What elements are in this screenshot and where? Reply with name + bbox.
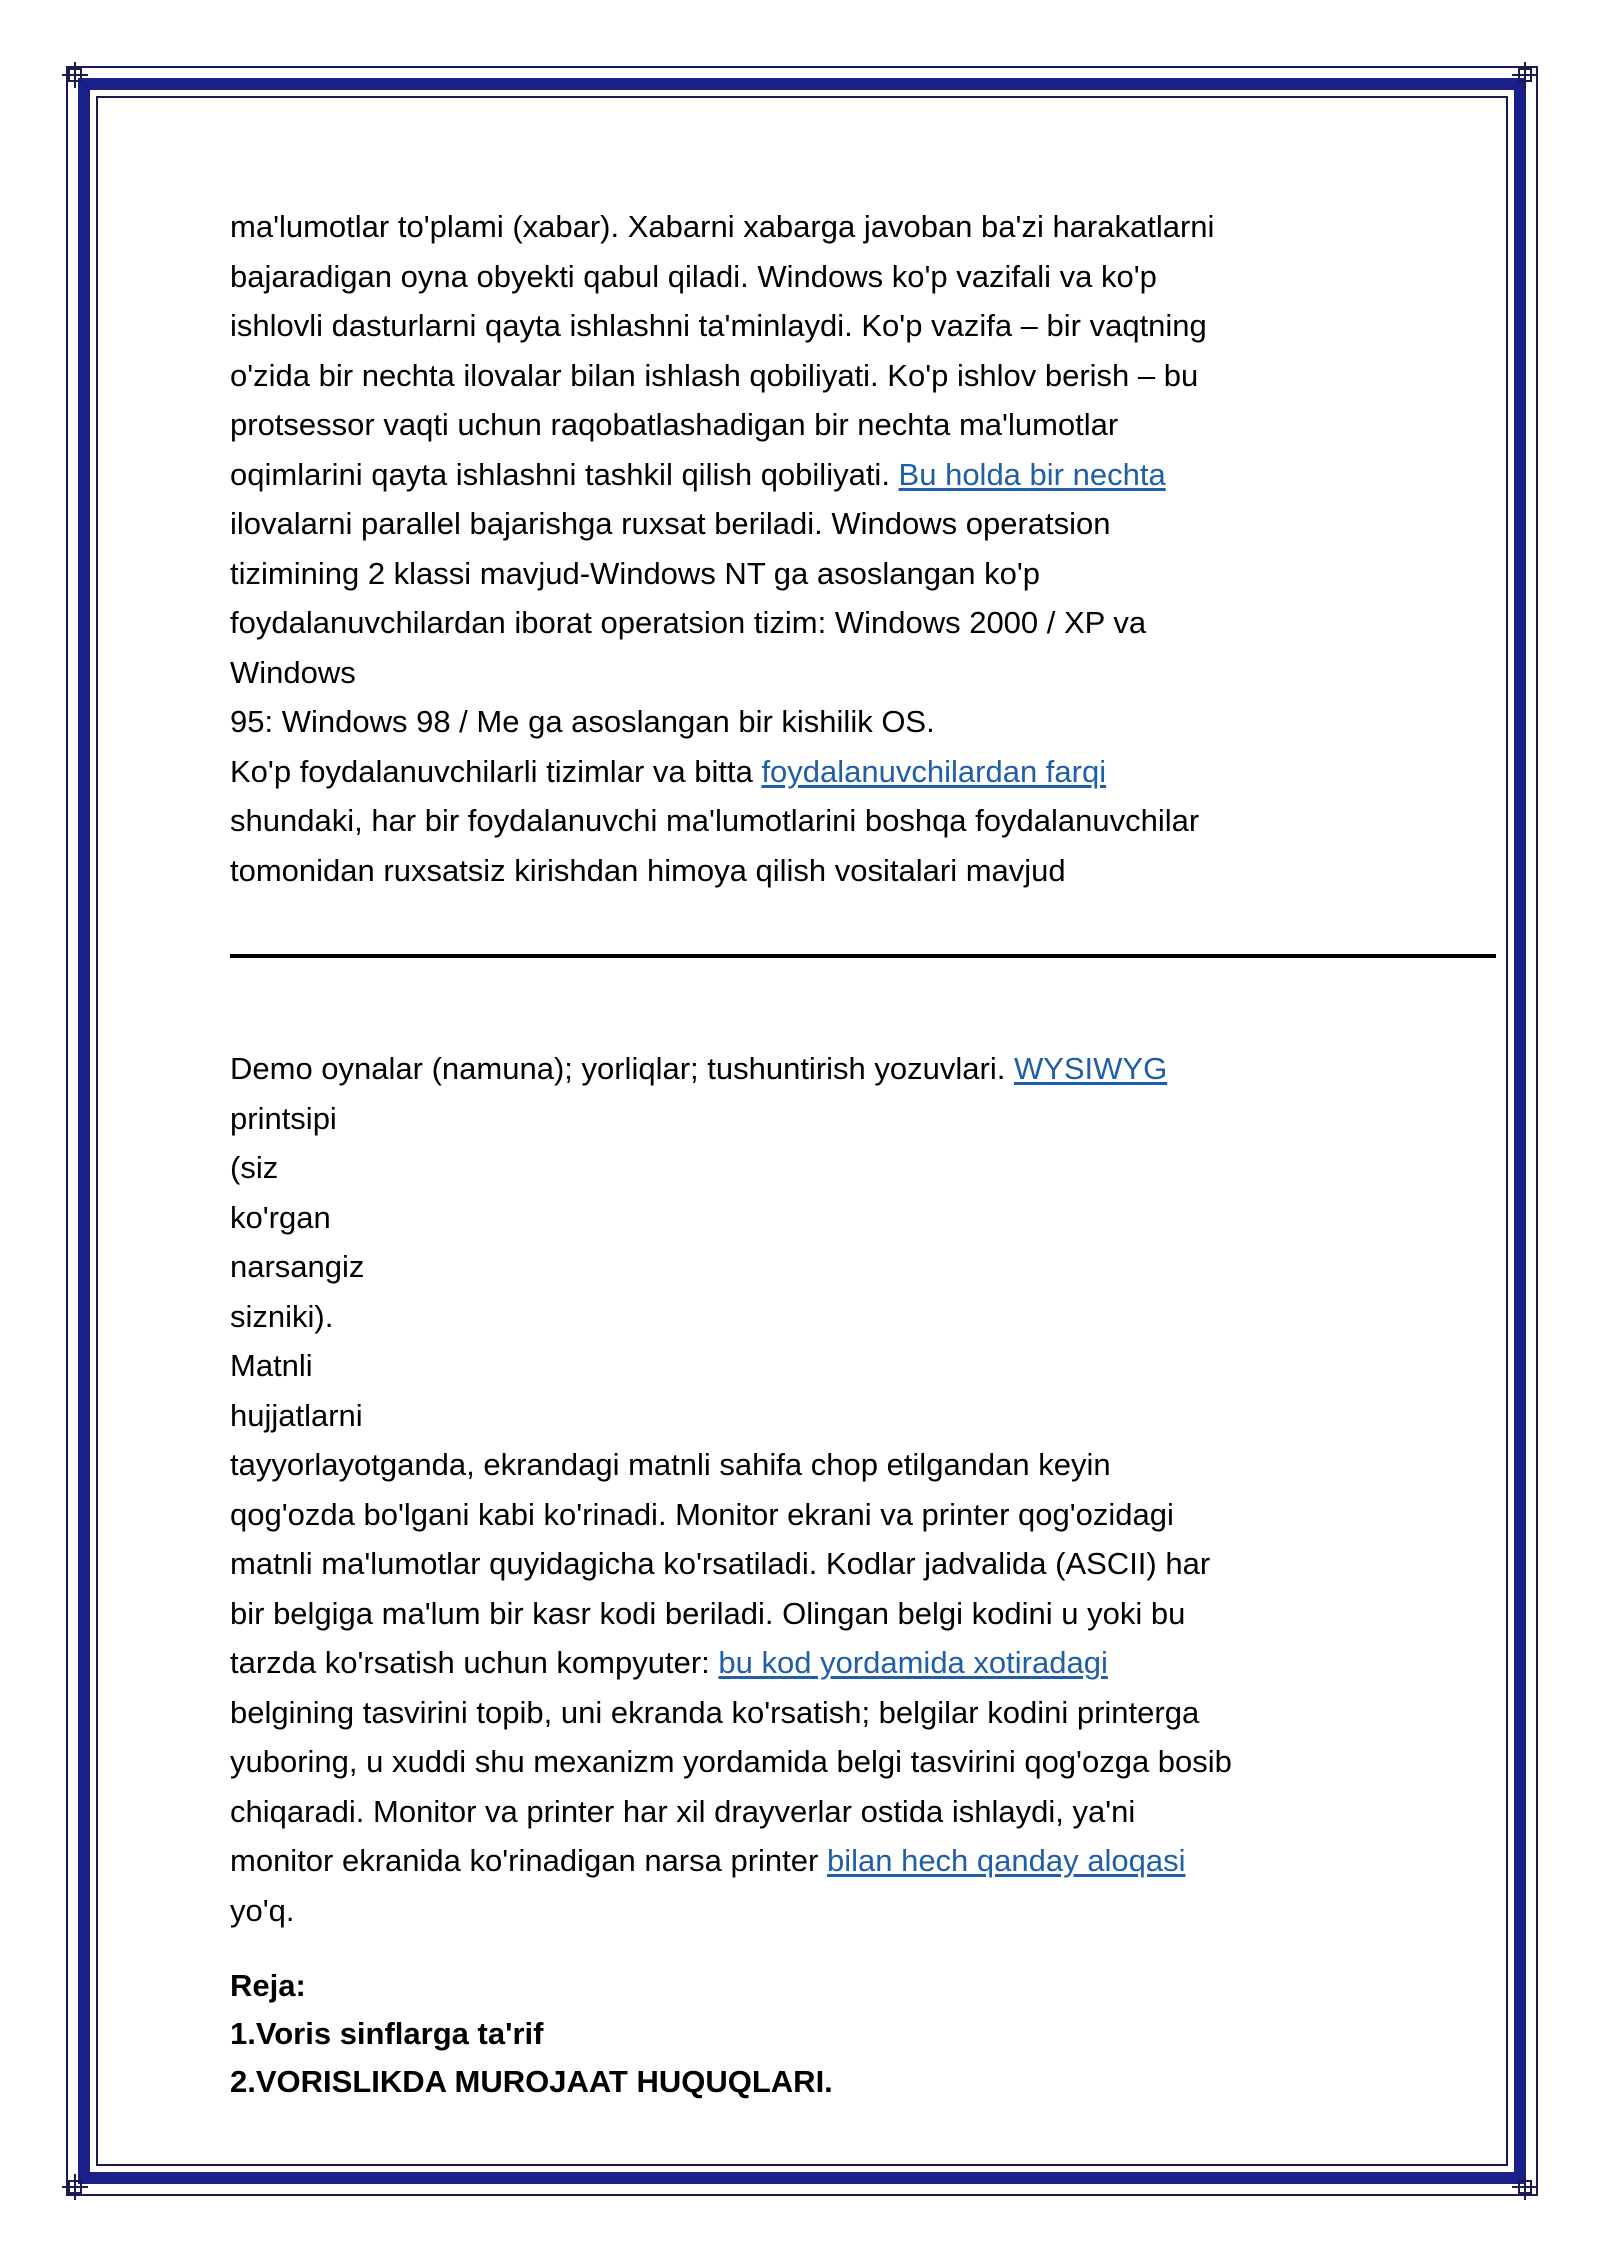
- text-segment: tarzda ko'rsatish uchun kompyuter:: [230, 1645, 719, 1680]
- text-segment: monitor ekranida ko'rinadigan narsa printer: [230, 1843, 827, 1878]
- link-bu-holda[interactable]: Bu holda bir nechta: [898, 456, 1166, 492]
- text-segment: Demo oynalar (namuna); yorliqlar; tushuntirish yozuvlari.: [230, 1051, 1014, 1086]
- text-line: o'zida bir nechta ilovalar bilan ishlash qobiliyati. Ko'p ishlov berish – bu: [230, 357, 1199, 393]
- text-line: tomonidan ruxsatsiz kirishdan himoya qilish vositalari mavjud: [230, 852, 1066, 888]
- text-line: Windows: [230, 654, 356, 690]
- corner-ornament-icon: [1512, 2174, 1538, 2200]
- text-line: printsipi: [230, 1100, 337, 1136]
- text-line: protsessor vaqti uchun raqobatlashadigan bir nechta ma'lumotlar: [230, 407, 1119, 442]
- link-foydalanuvchilardan-farqi[interactable]: foydalanuvchilardan farqi: [761, 753, 1107, 789]
- corner-ornament-icon: [62, 62, 88, 88]
- text-line: Matnli: [230, 1348, 313, 1383]
- text-line: sizniki).: [230, 1298, 334, 1334]
- text-line: tayyorlayotganda, ekrandagi matnli sahifa chop etilgandan keyin: [230, 1447, 1111, 1482]
- plan-item: 2.VORISLIKDA MUROJAAT HUQUQLARI.: [230, 2064, 833, 2099]
- text-line: qog'ozda bo'lgani kabi ko'rinadi. Monitor ekrani va printer qog'ozidagi: [230, 1496, 1174, 1532]
- text-line: yuboring, u xuddi shu mexanizm yordamida belgi tasvirini qog'ozga bosib: [230, 1744, 1232, 1779]
- text-line: chiqaradi. Monitor va printer har xil drayverlar ostida ishlaydi, ya'ni: [230, 1793, 1136, 1829]
- section-2-paragraph: [230, 1044, 1490, 1935]
- text-line: narsangiz: [230, 1249, 365, 1284]
- text-line: bir belgiga ma'lum bir kasr kodi beriladi. Olingan belgi kodini u yoki bu: [230, 1595, 1186, 1631]
- text-line: shundaki, har bir foydalanuvchi ma'lumotlarini boshqa foydalanuvchilar: [230, 803, 1200, 838]
- text-line: belgining tasvirini topib, uni ekranda ko'rsatish; belgilar kodini printerga: [230, 1694, 1200, 1730]
- text-line: [230, 1638, 1490, 1688]
- text-line: ishlovli dasturlarni qayta ishlashni ta'minlaydi. Ko'p vazifa – bir vaqtning: [230, 308, 1207, 343]
- text-line: [230, 1836, 1490, 1886]
- corner-ornament-icon: [1512, 62, 1538, 88]
- text-line: ko'rgan: [230, 1199, 331, 1235]
- text-line: [230, 747, 1430, 797]
- text-line: tizimining 2 klassi mavjud-Windows NT ga asoslangan ko'p: [230, 555, 1040, 591]
- text-line: foydalanuvchilardan iborat operatsion tizim: Windows 2000 / XP va: [230, 605, 1147, 640]
- text-segment: Ko'p foydalanuvchilarli tizimlar va bitta: [230, 753, 762, 789]
- text-line: [230, 450, 1430, 500]
- text-line: bajaradigan oyna obyekti qabul qiladi. Windows ko'p vazifali va ko'p: [230, 258, 1157, 294]
- text-line: ma'lumotlar to'plami (xabar). Xabarni xabarga javoban ba'zi harakatlarni: [230, 209, 1215, 244]
- plan-title: Reja:: [230, 1968, 306, 2003]
- text-line: yo'q.: [230, 1892, 295, 1928]
- text-line: [230, 1044, 1490, 1094]
- text-line: matnli ma'lumotlar quyidagicha ko'rsatiladi. Kodlar jadvalida (ASCII) har: [230, 1546, 1211, 1581]
- section-1-paragraph: [230, 202, 1430, 895]
- horizontal-divider: [230, 954, 1496, 958]
- text-line: ilovalarni parallel bajarishga ruxsat beriladi. Windows operatsion: [230, 506, 1111, 541]
- text-line: (siz: [230, 1150, 279, 1185]
- text-line: 95: Windows 98 / Me ga asoslangan bir kishilik OS.: [230, 704, 935, 739]
- text-segment: oqimlarini qayta ishlashni tashkil qilish qobiliyati.: [230, 456, 899, 492]
- link-wysiwyg[interactable]: WYSIWYG: [1013, 1051, 1168, 1086]
- corner-ornament-icon: [62, 2174, 88, 2200]
- plan-section: [230, 1962, 833, 2106]
- link-bu-kod-yordamida[interactable]: bu kod yordamida xotiradagi: [718, 1645, 1108, 1680]
- text-line: hujjatlarni: [230, 1397, 363, 1433]
- plan-item: 1.Voris sinflarga ta'rif: [230, 2016, 544, 2051]
- link-bilan-hech-qanday[interactable]: bilan hech qanday aloqasi: [826, 1843, 1186, 1878]
